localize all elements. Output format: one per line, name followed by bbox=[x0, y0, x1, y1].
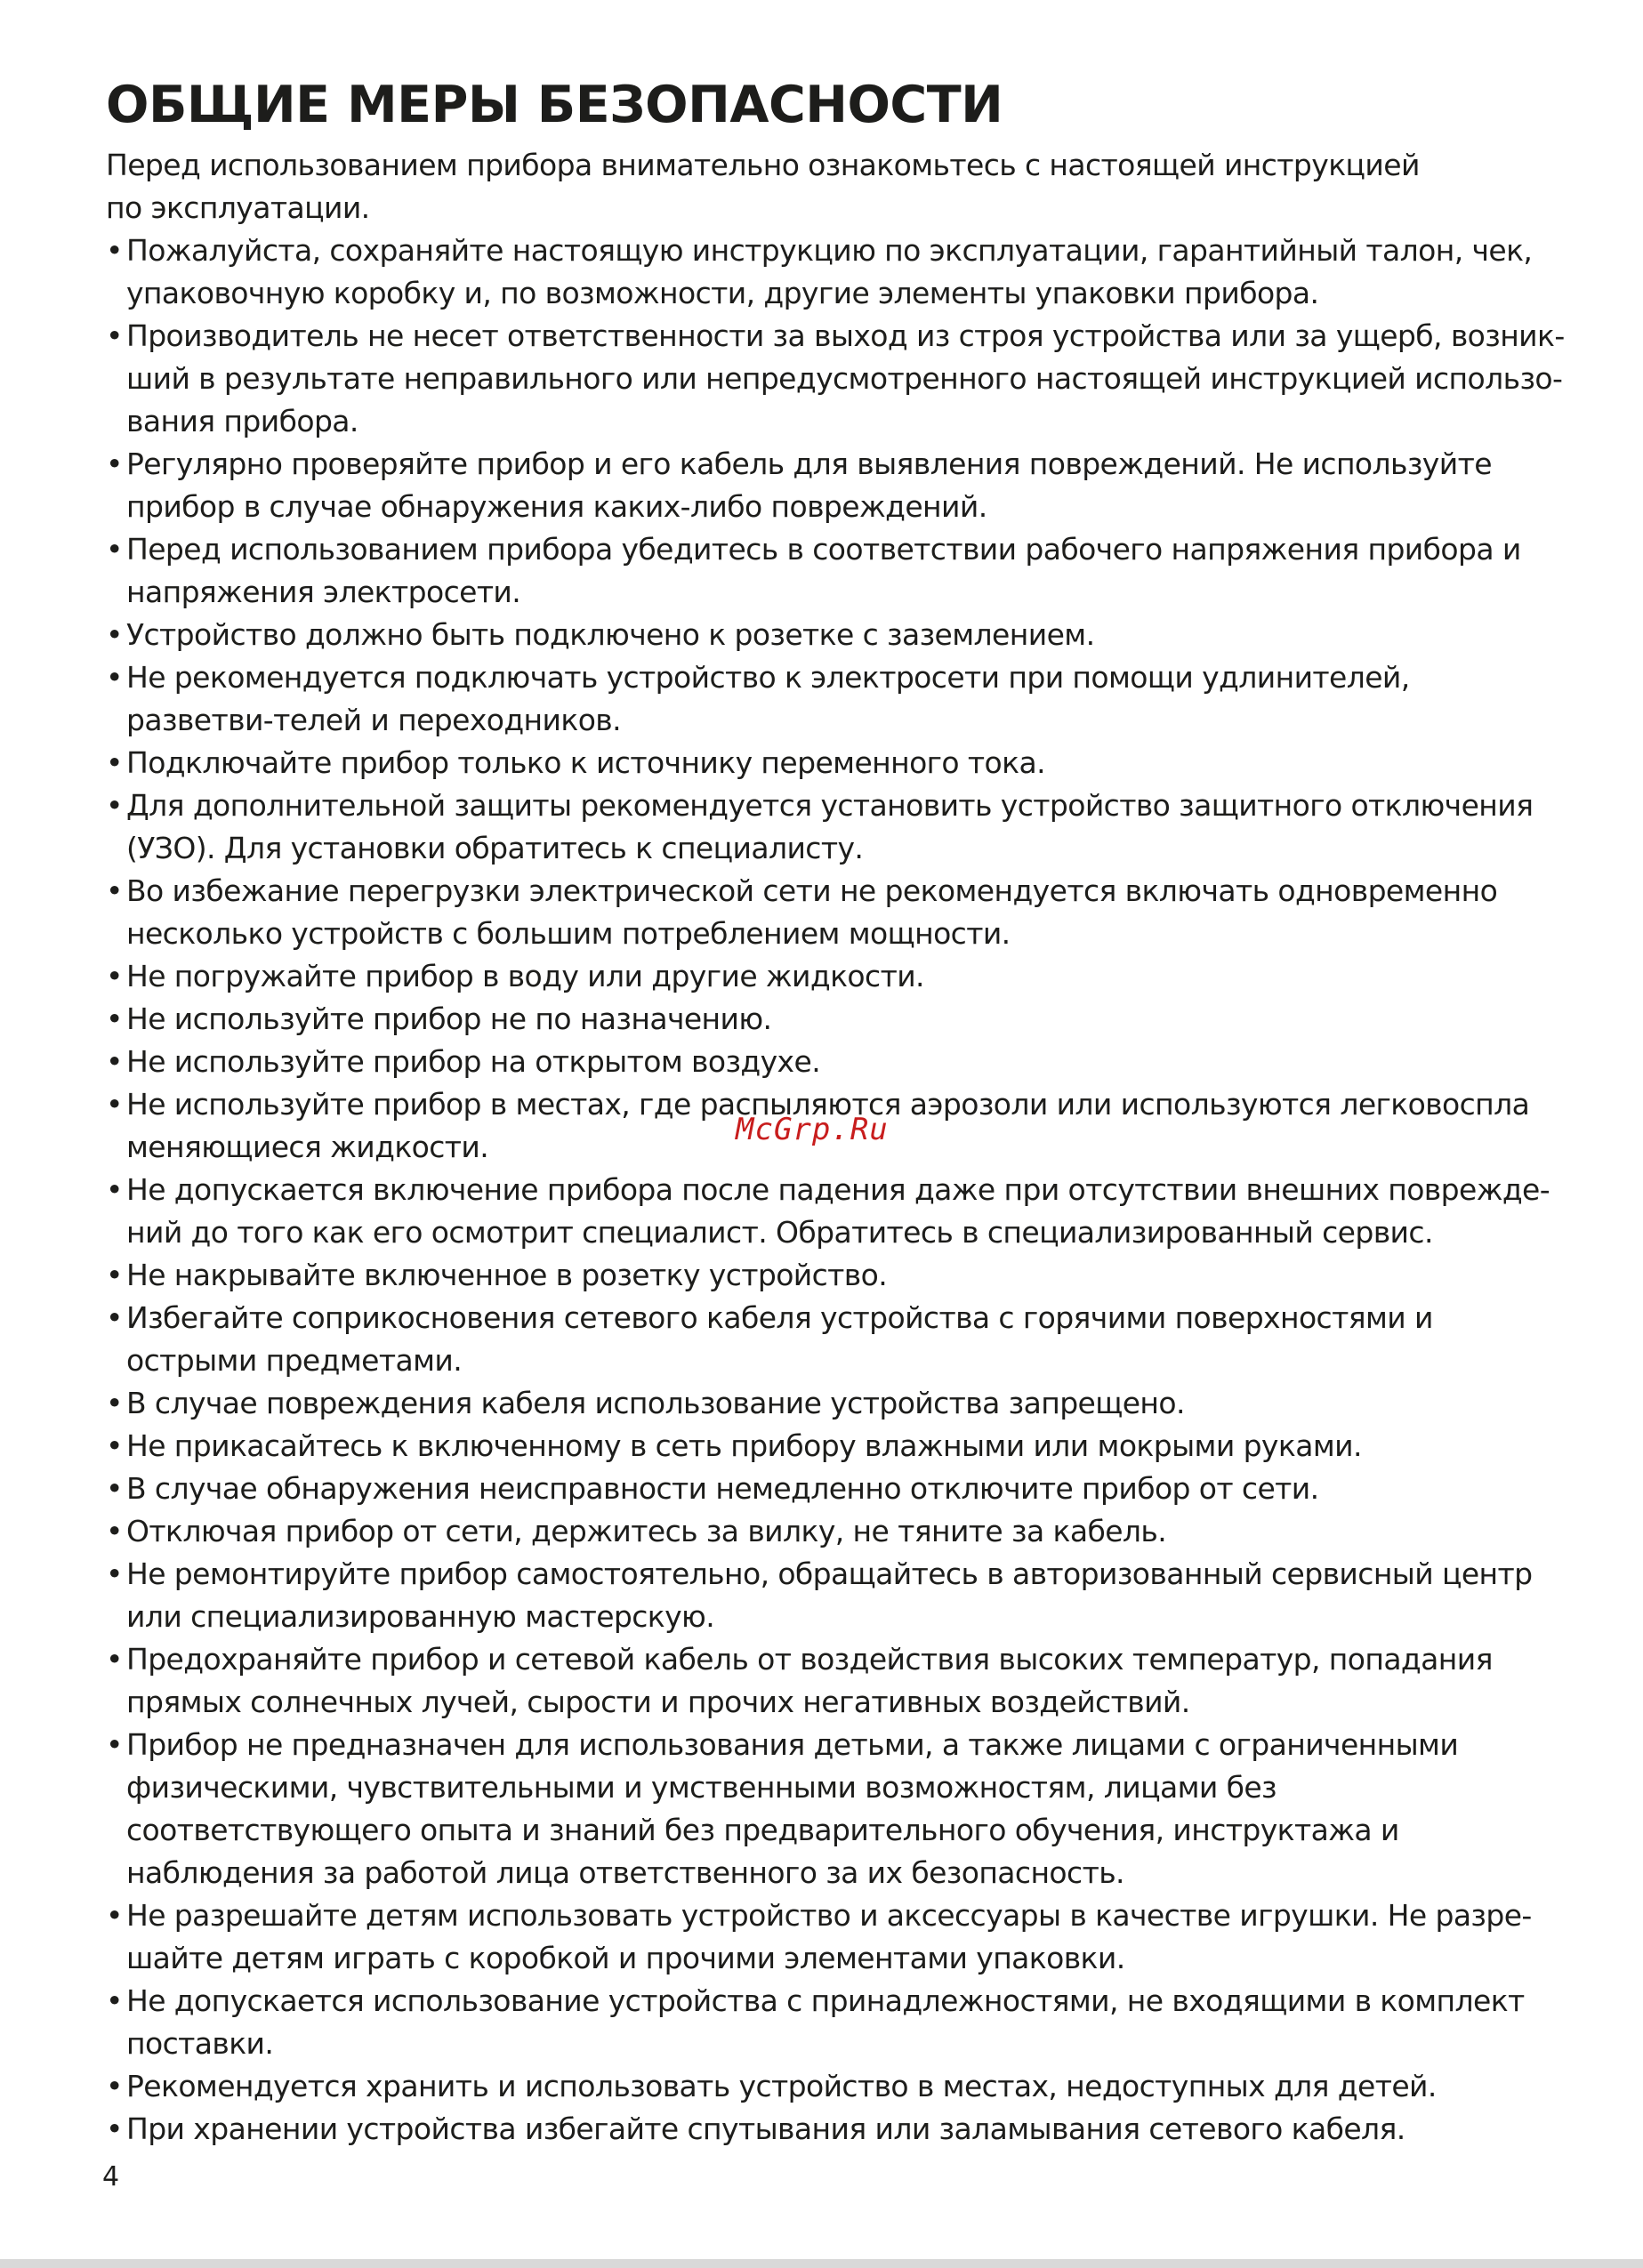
bullet-icon: • bbox=[106, 1044, 123, 1079]
bullet-icon: • bbox=[106, 233, 123, 268]
safety-rule-item bbox=[106, 1468, 1565, 1510]
safety-rule-text: Не используйте прибор в местах, где распыляются аэрозоли или используются легковоспла меняющиеся жидкости. bbox=[126, 1087, 1530, 1164]
safety-rule-item bbox=[106, 2108, 1565, 2151]
safety-rule-text: Для дополнительной защиты рекомендуется установить устройство защитного отключения (УЗО). Для установки обратитесь к специалисту. bbox=[126, 788, 1534, 865]
safety-rule-item bbox=[106, 1041, 1565, 1083]
page-number: 4 bbox=[102, 2161, 120, 2192]
safety-rule-item bbox=[106, 443, 1565, 528]
safety-rule-item bbox=[106, 1382, 1565, 1425]
bullet-icon: • bbox=[106, 873, 123, 908]
safety-rule-item bbox=[106, 784, 1565, 870]
bullet-icon: • bbox=[106, 1386, 123, 1420]
safety-rule-text: Не погружайте прибор в воду или другие жидкости. bbox=[126, 959, 924, 993]
bullet-icon: • bbox=[106, 446, 123, 481]
page-title: ОБЩИЕ МЕРЫ БЕЗОПАСНОСТИ bbox=[106, 76, 1003, 134]
bullet-icon: • bbox=[106, 2111, 123, 2146]
bullet-icon: • bbox=[106, 1983, 123, 2018]
bullet-icon: • bbox=[106, 959, 123, 993]
safety-rule-text: Не допускается использование устройства с принадлежностями, не входящими в комплект поставки. bbox=[126, 1983, 1525, 2061]
safety-rule-item bbox=[106, 998, 1565, 1041]
bullet-icon: • bbox=[106, 1642, 123, 1677]
safety-rule-item bbox=[106, 1638, 1565, 1724]
bullet-icon: • bbox=[106, 2069, 123, 2103]
safety-rule-text: Регулярно проверяйте прибор и его кабель для выявления повреждений. Не используйте прибор в случае обнаружения каких-либо повреждений. bbox=[126, 446, 1492, 524]
safety-rule-text: В случае обнаружения неисправности немедленно отключите прибор от сети. bbox=[126, 1471, 1319, 1506]
safety-rule-text: В случае повреждения кабеля использование устройства запрещено. bbox=[126, 1386, 1185, 1420]
bullet-icon: • bbox=[106, 532, 123, 567]
safety-rule-text: Не рекомендуется подключать устройство к электросети при помощи удлинителей, разветви-телей и переходников. bbox=[126, 660, 1410, 737]
safety-rule-item bbox=[106, 1169, 1565, 1254]
safety-rule-item bbox=[106, 315, 1565, 443]
bullet-icon: • bbox=[106, 1727, 123, 1762]
safety-rule-item bbox=[106, 870, 1565, 955]
bullet-icon: • bbox=[106, 1556, 123, 1591]
safety-rule-text: Не разрешайте детям использовать устройство и аксессуары в качестве игрушки. Не разре-шайте детям играть с коробкой и прочими элементами упаковки. bbox=[126, 1898, 1532, 1975]
safety-rule-text: Производитель не несет ответственности за выход из строя устройства или за ущерб, возник-ший в результате неправильного или непредусмотренного настоящей инструкцией использо-вания прибора. bbox=[126, 318, 1565, 438]
bullet-icon: • bbox=[106, 745, 123, 780]
safety-rule-item bbox=[106, 1894, 1565, 1980]
safety-rule-item bbox=[106, 1724, 1565, 1894]
safety-rule-item bbox=[106, 528, 1565, 614]
safety-rule-text: Не используйте прибор на открытом воздухе. bbox=[126, 1044, 821, 1079]
safety-rule-item bbox=[106, 614, 1565, 656]
safety-rule-item bbox=[106, 1254, 1565, 1297]
safety-rule-text: Не накрывайте включенное в розетку устройство. bbox=[126, 1258, 888, 1292]
safety-rule-item bbox=[106, 1510, 1565, 1553]
bullet-icon: • bbox=[106, 1898, 123, 1933]
safety-rule-text: При хранении устройства избегайте спутывания или заламывания сетевого кабеля. bbox=[126, 2111, 1405, 2146]
bullet-icon: • bbox=[106, 1172, 123, 1207]
safety-rule-item bbox=[106, 229, 1565, 315]
safety-rule-text: Предохраняйте прибор и сетевой кабель от воздействия высоких температур, попадания прямых солнечных лучей, сырости и прочих негативных воздействий. bbox=[126, 1642, 1493, 1719]
bullet-icon: • bbox=[106, 617, 123, 652]
footer-divider bbox=[0, 2259, 1643, 2268]
safety-rule-text: Не прикасайтесь к включенному в сеть прибору влажными или мокрыми руками. bbox=[126, 1428, 1362, 1463]
intro-paragraph: Перед использованием прибора внимательно ознакомьтесь с настоящей инструкцией по эксплуатации. bbox=[106, 148, 1420, 225]
safety-rule-text: Не ремонтируйте прибор самостоятельно, обращайтесь в авторизованный сервисный центр или специализированную мастерскую. bbox=[126, 1556, 1533, 1634]
safety-rule-item bbox=[106, 742, 1565, 784]
safety-rule-text: Не используйте прибор не по назначению. bbox=[126, 1001, 772, 1036]
safety-rule-text: Устройство должно быть подключено к розетке с заземлением. bbox=[126, 617, 1095, 652]
bullet-icon: • bbox=[106, 1428, 123, 1463]
safety-rule-text: Отключая прибор от сети, держитесь за вилку, не тяните за кабель. bbox=[126, 1514, 1167, 1548]
bullet-icon: • bbox=[106, 1514, 123, 1548]
safety-rules-list bbox=[106, 229, 1565, 2151]
document-page bbox=[106, 71, 1565, 2151]
bullet-icon: • bbox=[106, 660, 123, 695]
bullet-icon: • bbox=[106, 1087, 123, 1122]
bullet-icon: • bbox=[106, 318, 123, 353]
safety-rule-item bbox=[106, 1980, 1565, 2065]
safety-rule-item bbox=[106, 1297, 1565, 1382]
bullet-icon: • bbox=[106, 1001, 123, 1036]
safety-rule-text: Избегайте соприкосновения сетевого кабеля устройства с горячими поверхностями и острыми предметами. bbox=[126, 1300, 1433, 1378]
safety-rule-item bbox=[106, 1553, 1565, 1638]
safety-rule-item bbox=[106, 656, 1565, 742]
bullet-icon: • bbox=[106, 1258, 123, 1292]
safety-rule-item bbox=[106, 2065, 1565, 2108]
bullet-icon: • bbox=[106, 1300, 123, 1335]
safety-rule-item bbox=[106, 955, 1565, 998]
safety-rule-item bbox=[106, 1425, 1565, 1468]
bullet-icon: • bbox=[106, 788, 123, 823]
safety-rule-text: Не допускается включение прибора после падения даже при отсутствии внешних поврежде-ний до того как его осмотрит специалист. Обратитесь в специализированный сервис. bbox=[126, 1172, 1550, 1250]
bullet-icon: • bbox=[106, 1471, 123, 1506]
safety-rule-text: Рекомендуется хранить и использовать устройство в местах, недоступных для детей. bbox=[126, 2069, 1437, 2103]
safety-rule-text: Прибор не предназначен для использования детьми, а также лицами с ограниченными физическими, чувствительными и умственными возможностям, лицами без соответствующего опыта и знаний без предварительного обучения, инструктажа и наблюдения за работой лица ответственного за их безопасность. bbox=[126, 1727, 1459, 1890]
watermark: McGrp.Ru bbox=[736, 1112, 889, 1147]
safety-rule-text: Перед использованием прибора убедитесь в соответствии рабочего напряжения прибора и напряжения электросети. bbox=[126, 532, 1521, 609]
safety-rule-text: Подключайте прибор только к источнику переменного тока. bbox=[126, 745, 1045, 780]
safety-rule-text: Во избежание перегрузки электрической сети не рекомендуется включать одновременно несколько устройств с большим потреблением мощности. bbox=[126, 873, 1498, 951]
safety-rule-text: Пожалуйста, сохраняйте настоящую инструкцию по эксплуатации, гарантийный талон, чек, упаковочную коробку и, по возможности, другие элементы упаковки прибора. bbox=[126, 233, 1533, 310]
